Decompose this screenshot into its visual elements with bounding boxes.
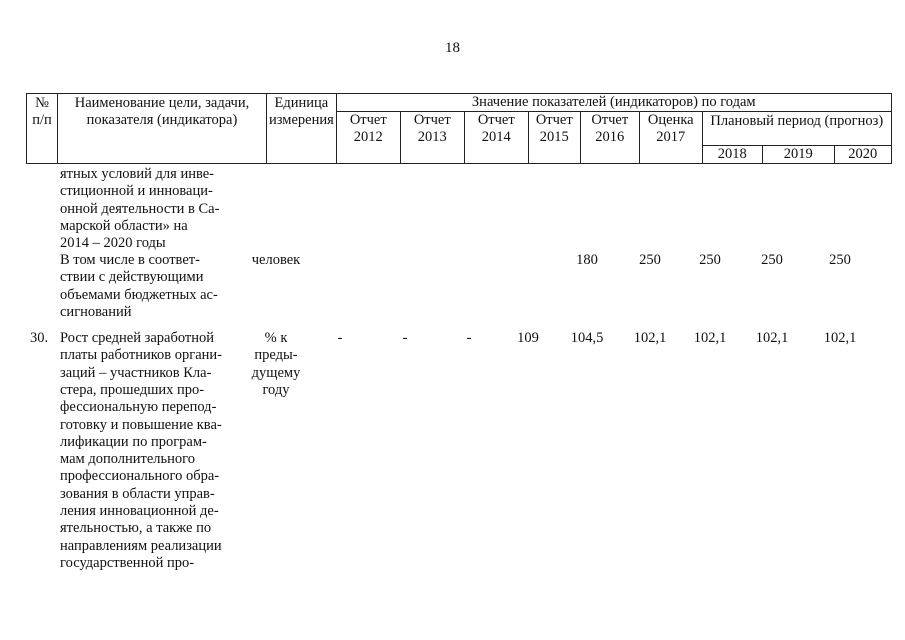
row-value: 102,1 <box>693 330 727 346</box>
header-num: № п/п <box>27 94 58 164</box>
row-name-line: мам дополнительного <box>60 451 195 468</box>
row-name-line: 2014 – 2020 годы <box>60 235 166 252</box>
row-name-line: заций – участников Кла- <box>60 364 212 381</box>
row-name-line: фессиональную перепод- <box>60 399 217 416</box>
header-plan: Плановый период (прогноз) <box>702 112 891 146</box>
header-col: Отчет 2015 <box>528 112 580 164</box>
header-col: Отчет 2014 <box>464 112 528 164</box>
header-col: Отчет 2013 <box>400 112 464 164</box>
header-col: Отчет 2012 <box>336 112 400 164</box>
row-name-line: профессионального обра- <box>60 468 220 485</box>
page-number: 18 <box>445 40 460 56</box>
row-unit-line: человек <box>251 252 301 268</box>
row-value: 180 <box>576 252 598 268</box>
row-name-line: марской области» на <box>60 217 188 234</box>
row-value: 102,1 <box>755 330 789 346</box>
row-value: 250 <box>829 252 851 268</box>
row-value: 250 <box>699 252 721 268</box>
row-name-line: государственной про- <box>60 554 195 571</box>
header-plan-year: 2019 <box>762 146 834 164</box>
row-value: 250 <box>639 252 661 268</box>
row-value: - <box>337 330 343 346</box>
row-name-line: Рост средней заработной <box>60 330 214 346</box>
row-name-line: онной деятельности в Са- <box>60 200 220 217</box>
row-unit-line: преды- <box>254 347 298 364</box>
row-name-line: ятных условий для инве- <box>60 166 214 182</box>
row-name-line: стера, прошедших про- <box>60 381 205 398</box>
row-name-line: ятельностью, а также по <box>60 520 212 537</box>
row-name-line: сигнований <box>60 303 132 320</box>
header-unit: Единица измерения <box>267 94 337 164</box>
row-value: 102,1 <box>823 330 857 346</box>
row-name-line: ствии с действующими <box>60 269 204 286</box>
row-name-line: лификации по програм- <box>60 433 207 450</box>
row-unit-line: году <box>262 381 290 398</box>
row-name-line: объемами бюджетных ас- <box>60 286 218 303</box>
row-name-line: В том числе в соответ- <box>60 252 200 268</box>
row-value: - <box>402 330 408 346</box>
header-col: Оценка 2017 <box>639 112 702 164</box>
row-value: 104,5 <box>570 330 604 346</box>
row-unit-line: % к <box>264 330 288 346</box>
row-value: 102,1 <box>633 330 667 346</box>
row-value: - <box>466 330 472 346</box>
header-col: Отчет 2016 <box>580 112 639 164</box>
row-number: 30. <box>30 330 49 346</box>
row-value: 250 <box>761 252 783 268</box>
header-name: Наименование цели, задачи, показателя (индикатора) <box>58 94 267 164</box>
row-name-line: платы работников органи- <box>60 347 222 364</box>
row-name-line: готовку и повышение ква- <box>60 416 222 433</box>
row-name-line: стиционной и инноваци- <box>60 183 213 200</box>
row-name-line: зования в области управ- <box>60 485 215 502</box>
header-plan-year: 2020 <box>834 146 891 164</box>
row-name-line: направлениям реализации <box>60 537 222 554</box>
header-plan-year: 2018 <box>702 146 762 164</box>
row-value: 109 <box>517 330 539 346</box>
row-unit-line: дущему <box>251 364 301 381</box>
row-name-line: ления инновационной де- <box>60 503 219 519</box>
header-group: Значение показателей (индикаторов) по годам <box>336 94 891 112</box>
